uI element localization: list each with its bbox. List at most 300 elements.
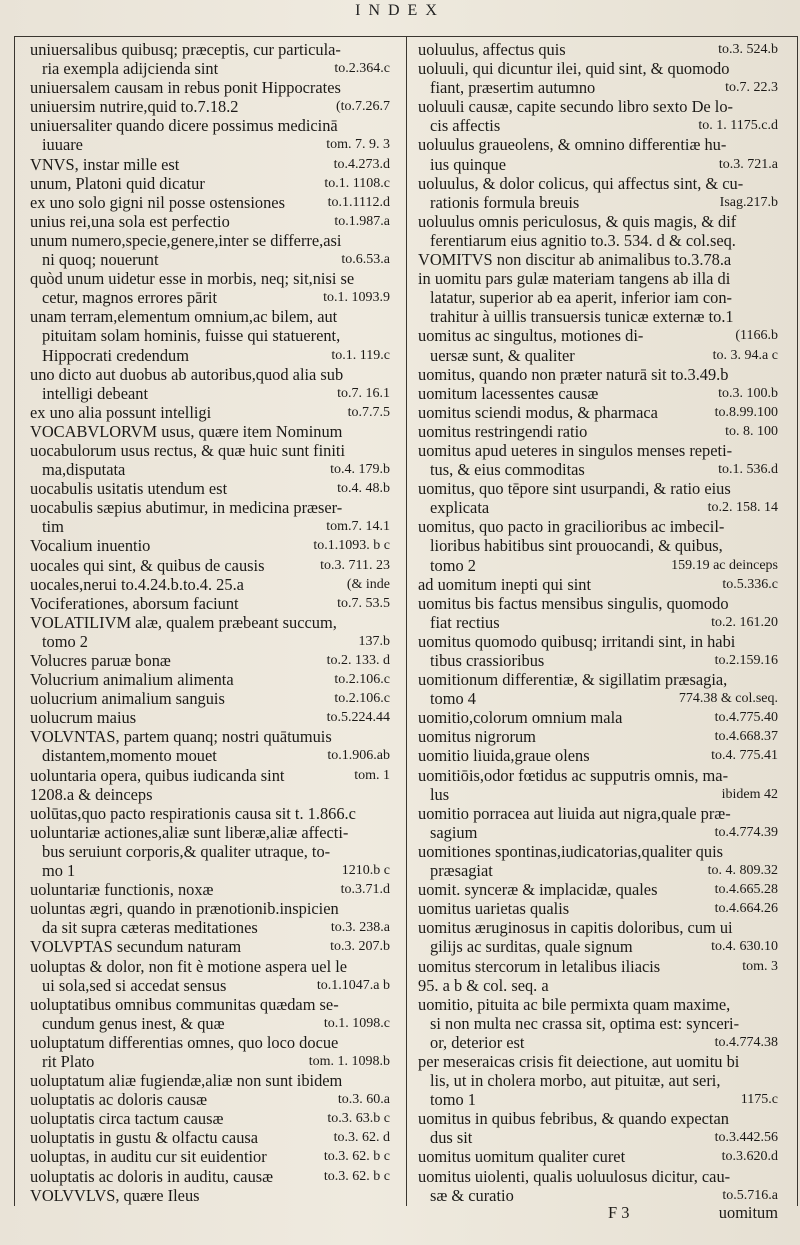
index-entry xyxy=(30,193,390,212)
index-entry-reference: to.7. 53.5 xyxy=(337,595,390,611)
index-entry-reference xyxy=(772,918,778,937)
index-entry-text: cetur, magnos errores pārit xyxy=(42,288,218,308)
index-entry-reference: to.4. 630.10 xyxy=(711,939,778,955)
index-entry xyxy=(30,384,390,403)
index-entry-reference xyxy=(384,995,390,1014)
index-entry xyxy=(30,155,390,174)
index-entry-text: Volucrium animalium alimenta xyxy=(30,670,234,690)
index-entry xyxy=(418,785,778,804)
index-entry xyxy=(418,288,778,307)
index-entry-reference xyxy=(384,40,390,59)
index-entry-reference: (& inde xyxy=(346,576,390,592)
index-entry xyxy=(418,861,778,880)
index-entry xyxy=(30,460,390,479)
index-entry xyxy=(418,250,778,269)
index-entry-text: uoluntaria opera, quibus iudicanda sint xyxy=(30,765,285,785)
index-entry-text: fiat rectius xyxy=(430,612,500,632)
index-entry-reference xyxy=(384,785,390,804)
index-entry-reference: Isag.217.b xyxy=(719,194,778,210)
index-entry xyxy=(30,174,390,193)
index-entry-reference xyxy=(384,422,390,441)
index-entry-reference: to.3. 238.a xyxy=(330,920,390,936)
index-entry xyxy=(418,155,778,174)
index-entry-reference: to.2. 161.20 xyxy=(711,614,778,630)
index-entry-text: uomitionum differentiæ, & sigillatim præsagia, xyxy=(418,670,728,690)
index-entry-text: tomo 2 xyxy=(42,631,88,651)
index-entry-text: uoluntariæ functionis, noxæ xyxy=(30,880,214,900)
index-entry-reference: to.1. 1093.9 xyxy=(323,290,390,306)
index-entry-reference xyxy=(772,670,778,689)
index-entry-text: uoluptatis ac doloris in auditu, causæ xyxy=(30,1166,274,1186)
index-entry-text: uolucrium animalium sanguis xyxy=(30,689,225,709)
index-entry xyxy=(418,1109,778,1128)
index-entry-text: uniuersim nutrire,quid to.7.18.2 xyxy=(30,97,239,117)
index-entry xyxy=(418,823,778,842)
index-entry-text: bus seruiunt corporis,& qualiter utraque, to- xyxy=(42,841,331,861)
index-entry-reference: to.7. 22.3 xyxy=(725,80,778,96)
index-entry-reference: to.1. 1098.c xyxy=(323,1015,390,1031)
index-entry-text: uomitus stercorum in letalibus iliacis xyxy=(418,956,661,976)
index-entry-text: cis affectis xyxy=(430,116,501,136)
left-column xyxy=(30,40,390,1205)
index-entry xyxy=(418,498,778,517)
index-entry-text: uoluntariæ actiones,aliæ sunt liberæ,aliæ affecti- xyxy=(30,822,349,842)
index-entry-reference xyxy=(384,1186,390,1205)
index-entry-text: fiant, præsertim autumno xyxy=(430,78,596,98)
index-entry xyxy=(30,918,390,937)
index-entry-text: uomitus ac singultus, motiones di- xyxy=(418,326,644,346)
index-entry-reference: to.3. 524.b xyxy=(718,42,778,57)
index-entry xyxy=(30,1167,390,1186)
index-entry-text: Volucres paruæ bonæ xyxy=(30,651,171,670)
index-entry xyxy=(418,1167,778,1186)
index-entry-reference xyxy=(772,135,778,154)
index-entry xyxy=(418,403,778,422)
index-entry-reference xyxy=(772,1014,778,1033)
index-entry xyxy=(418,613,778,632)
index-entry xyxy=(30,231,390,250)
index-entry xyxy=(30,613,390,632)
index-entry xyxy=(30,1128,390,1147)
index-entry xyxy=(30,97,390,116)
index-entry-reference: tom. 1. 1098.b xyxy=(308,1053,390,1069)
index-entry-text: Vociferationes, aborsum faciunt xyxy=(30,593,239,613)
index-entry-text: sæ & curatio xyxy=(430,1185,514,1205)
index-entry xyxy=(418,460,778,479)
index-entry-reference xyxy=(772,365,778,384)
index-entry-text: uomitus uarietas qualis xyxy=(418,899,570,919)
index-entry-reference xyxy=(384,842,390,861)
index-entry-text: uomitus, quando non præter naturā sit to.3.49.b xyxy=(418,364,729,384)
index-entry xyxy=(30,766,390,785)
index-entry xyxy=(30,746,390,765)
index-entry-text: 95. a b & col. seq. a xyxy=(418,975,549,995)
index-entry-reference xyxy=(772,1071,778,1090)
index-entry xyxy=(418,135,778,154)
index-entry xyxy=(30,957,390,976)
index-entry-reference: to.3.442.56 xyxy=(714,1130,778,1146)
index-entry-reference: to.3. 63.b c xyxy=(327,1111,390,1127)
index-entry xyxy=(418,727,778,746)
index-entry-text: quòd unum uidetur esse in morbis, neq; sit,nisi se xyxy=(30,269,355,289)
index-entry-reference: to.3. 62. d xyxy=(333,1130,390,1146)
index-entry-reference: to.3. 100.b xyxy=(718,385,778,401)
index-entry-reference xyxy=(384,78,390,97)
index-entry-text: ferentiarum eius agnitio to.3. 534. d & col.seq. xyxy=(430,230,736,250)
index-entry-reference xyxy=(772,288,778,307)
index-entry-text: si non multa nec crassa sit, optima est: synceri- xyxy=(430,1013,740,1033)
index-entry-reference xyxy=(772,307,778,326)
index-entry-reference xyxy=(384,804,390,823)
index-entry-reference xyxy=(772,231,778,250)
index-entry xyxy=(30,441,390,460)
index-entry-text: uocales qui sint, & quibus de causis xyxy=(30,555,265,575)
index-entry-reference: 1175.c xyxy=(740,1092,778,1108)
index-entry xyxy=(418,40,778,59)
index-entry xyxy=(418,384,778,403)
index-entry-reference xyxy=(384,441,390,460)
index-entry-reference xyxy=(384,365,390,384)
page-header: INDEX xyxy=(355,2,445,19)
index-entry-reference: to.2. 158. 14 xyxy=(707,500,778,516)
index-entry xyxy=(30,689,390,708)
index-entry-reference xyxy=(384,899,390,918)
index-entry-reference xyxy=(384,231,390,250)
index-entry-text: ex uno solo gigni nil posse ostensiones xyxy=(30,192,285,212)
index-entry-reference xyxy=(772,59,778,78)
index-entry xyxy=(30,1052,390,1071)
index-entry-text: ad uomitum inepti qui sint xyxy=(418,574,592,594)
index-entry-text: VNVS, instar mille est xyxy=(30,154,180,174)
index-entry xyxy=(30,861,390,880)
index-entry xyxy=(418,193,778,212)
index-entry-text: uomitum lacessentes causæ xyxy=(418,383,599,403)
index-entry xyxy=(30,995,390,1014)
index-entry-text: tomo 1 xyxy=(430,1090,476,1110)
index-entry-reference: to.3.620.d xyxy=(721,1149,778,1165)
index-entry xyxy=(418,1090,778,1109)
index-entry xyxy=(30,937,390,956)
index-entry-text: uoluptatum aliæ fugiendæ,aliæ non sunt ibidem xyxy=(30,1071,343,1091)
index-entry-text: Vocalium inuentio xyxy=(30,536,151,556)
index-entry-reference: 159.19 ac deinceps xyxy=(671,557,778,573)
index-entry-reference: to.4. 775.41 xyxy=(711,748,778,764)
index-entry-text: uocabulorum usus rectus, & quæ huic sunt finiti xyxy=(30,440,346,460)
index-entry-text: uoluulus, & dolor colicus, qui affectus sint, & cu- xyxy=(418,173,744,193)
index-entry-reference xyxy=(384,116,390,135)
signature-mark: F 3 xyxy=(608,1203,630,1222)
index-entry xyxy=(418,670,778,689)
index-entry-text: tibus crassioribus xyxy=(430,651,545,670)
index-entry-reference xyxy=(384,727,390,746)
index-entry-reference: tom. 1 xyxy=(354,767,390,783)
index-entry xyxy=(418,346,778,365)
index-entry-text: trahitur à uillis transuersis tunicæ externæ to.1 xyxy=(430,307,734,327)
index-entry-text: ex uno alia possunt intelligi xyxy=(30,402,212,422)
column-divider xyxy=(406,36,407,1206)
index-entry-reference: to.2. 133. d xyxy=(326,653,390,668)
index-entry-reference xyxy=(772,441,778,460)
index-entry-text: uoluptatibus omnibus communitas quædam se- xyxy=(30,994,339,1014)
index-entry-reference: to.1. 536.d xyxy=(718,462,778,478)
index-entry-reference: to.1.1047.a b xyxy=(316,977,390,993)
index-entry-reference xyxy=(384,326,390,345)
index-entry-text: uomitus bis factus mensibus singulis, quomodo xyxy=(418,593,729,613)
index-entry xyxy=(418,365,778,384)
index-entry-reference: to.2.159.16 xyxy=(714,653,778,668)
index-entry-reference: to. 3. 94.a c xyxy=(712,347,778,363)
index-entry-reference: ibidem 42 xyxy=(721,786,778,802)
index-entry-text: iuuare xyxy=(42,135,83,155)
index-entry-text: VOLATILIVM alæ, qualem præbeant succum, xyxy=(30,612,337,632)
index-entry-reference: to.1.1093. b c xyxy=(313,538,390,554)
index-entry xyxy=(30,422,390,441)
index-entry xyxy=(418,708,778,727)
index-entry-text: mo 1 xyxy=(42,861,76,881)
index-entry-text: uomitus uomitum qualiter curet xyxy=(418,1147,626,1167)
index-entry-text: uolucrum maius xyxy=(30,708,137,728)
index-entry xyxy=(418,918,778,937)
index-entry-reference: to.6.53.a xyxy=(341,252,390,268)
index-entry-reference: to.4. 179.b xyxy=(330,462,390,478)
index-entry xyxy=(418,78,778,97)
index-entry-reference: to.4.774.39 xyxy=(714,824,778,840)
index-entry-text: unum numero,specie,genere,inter se differre,asi xyxy=(30,230,342,250)
index-entry-reference: to.4. 48.b xyxy=(337,481,390,497)
index-entry-reference xyxy=(384,823,390,842)
index-entry-text: ius quinque xyxy=(430,154,507,174)
index-entry xyxy=(30,785,390,804)
left-margin-rule xyxy=(14,36,15,1206)
index-entry-text: tus, & eius commoditas xyxy=(430,460,585,480)
index-entry-text: uomit. synceræ & implacidæ, quales xyxy=(418,880,658,900)
index-entry-text: lis, ut in cholera morbo, aut pituitæ, aut seri, xyxy=(430,1071,721,1091)
index-entry xyxy=(30,135,390,154)
index-entry xyxy=(30,78,390,97)
index-entry xyxy=(418,1033,778,1052)
index-entry xyxy=(30,40,390,59)
index-entry-reference xyxy=(772,842,778,861)
index-entry-text: cundum genus inest, & quæ xyxy=(42,1013,225,1033)
index-entry xyxy=(418,804,778,823)
index-entry-text: rationis formula breuis xyxy=(430,192,580,212)
index-entry-text: uomitiones spontinas,iudicatorias,qualiter quis xyxy=(418,841,724,861)
index-entry xyxy=(30,365,390,384)
index-entry xyxy=(418,1071,778,1090)
index-entry-text: uomitiōis,odor fœtidus ac supputris omnis, ma- xyxy=(418,765,729,785)
index-entry-reference xyxy=(772,1167,778,1186)
index-entry xyxy=(418,1052,778,1071)
index-entry-reference: to.5.224.44 xyxy=(326,710,390,726)
index-entry xyxy=(418,326,778,345)
page-footer xyxy=(418,1203,778,1223)
right-column xyxy=(418,40,778,1205)
index-entry-reference: to.5.716.a xyxy=(722,1187,778,1203)
index-entry-reference: tom. 3 xyxy=(742,958,778,974)
index-entry-text: uomitus in quibus febribus, & quando expectan xyxy=(418,1109,729,1129)
index-entry-reference xyxy=(772,269,778,288)
index-entry-reference: to.2.106.c xyxy=(334,691,390,707)
index-entry xyxy=(418,556,778,575)
index-entry-text: uomitus, quo pacto in gracilioribus ac imbecil- xyxy=(418,517,725,537)
index-entry-reference: to. 1. 1175.c.d xyxy=(698,118,778,134)
index-entry xyxy=(30,288,390,307)
index-entry xyxy=(30,307,390,326)
index-entry-reference: to. 8. 100 xyxy=(725,423,778,439)
index-entry xyxy=(418,422,778,441)
index-entry-text: distantem,momento mouet xyxy=(42,746,217,766)
index-entry-text: uomitus nigrorum xyxy=(418,727,536,747)
index-entry xyxy=(30,1109,390,1128)
index-entry-text: uocabulis usitatis utendum est xyxy=(30,479,228,499)
index-entry-reference xyxy=(772,804,778,823)
index-entry xyxy=(30,976,390,995)
index-entry-reference: to.7.7.5 xyxy=(347,404,390,420)
index-entry-text: uoluptatis ac doloris causæ xyxy=(30,1090,208,1110)
index-entry xyxy=(30,708,390,727)
index-entry xyxy=(418,1147,778,1166)
index-entry xyxy=(30,899,390,918)
index-entry-text: unius rei,una sola est perfectio xyxy=(30,211,230,231)
index-entry-reference xyxy=(772,250,778,269)
index-entry-reference: to.1.906.ab xyxy=(327,748,390,764)
index-entry-reference: to.4.774.38 xyxy=(714,1034,778,1050)
index-entry-text: intelligi debeant xyxy=(42,383,149,403)
index-entry-reference: to.3. 62. b c xyxy=(323,1168,390,1184)
index-entry xyxy=(418,632,778,651)
index-entry-text: uomitus quomodo quibusq; irritandi sint, in habi xyxy=(418,631,736,651)
index-entry-text: tomo 4 xyxy=(430,689,476,709)
index-entry-text: gilijs ac surditas, quale signum xyxy=(430,937,633,957)
index-entry-reference xyxy=(772,479,778,498)
index-entry-text: uomitio, pituita ac bile permixta quam maxime, xyxy=(418,994,731,1014)
index-entry-text: uoluptas, in auditu cur sit euidentior xyxy=(30,1147,267,1167)
index-entry-text: da sit supra cæteras meditationes xyxy=(42,918,258,938)
index-entry-text: uoluptatum differentias omnes, quo loco docue xyxy=(30,1032,339,1052)
index-entry xyxy=(30,403,390,422)
index-entry-text: VOLVNTAS, partem quanq; nostri quātumuis xyxy=(30,727,332,747)
index-entry-text: sagium xyxy=(430,822,478,842)
index-entry xyxy=(30,116,390,135)
index-entry-reference xyxy=(772,97,778,116)
index-entry-text: uomitus uiolenti, qualis uoluulosus dicitur, cau- xyxy=(418,1166,731,1186)
index-entry-text: uoluptatis circa tactum causæ xyxy=(30,1109,224,1129)
index-entry xyxy=(30,823,390,842)
index-entry xyxy=(418,269,778,288)
index-entry xyxy=(30,1147,390,1166)
index-entry xyxy=(30,250,390,269)
index-entry-text: uomitus apud ueteres in singulos menses repeti- xyxy=(418,440,733,460)
index-entry-reference: to.4.664.26 xyxy=(714,901,778,917)
index-entry-text: lioribus habitibus sint prouocandi, & quibus, xyxy=(430,536,723,556)
index-entry-text: uoluulus graueolens, & omnino differentiæ hu- xyxy=(418,135,727,155)
index-entry-text: unum, Platoni quid dicatur xyxy=(30,173,205,193)
index-entry xyxy=(30,632,390,651)
index-entry-reference xyxy=(384,1071,390,1090)
index-entry xyxy=(418,307,778,326)
index-entry xyxy=(30,1071,390,1090)
index-entry-text: uniuersalem causam in rebus ponit Hippocrates xyxy=(30,78,341,98)
index-entry xyxy=(418,957,778,976)
index-entry xyxy=(418,174,778,193)
index-entry-reference xyxy=(772,1109,778,1128)
index-entry xyxy=(30,880,390,899)
index-entry-reference: to.3. 207.b xyxy=(330,939,390,955)
index-entry-text: uomitio liuida,graue olens xyxy=(418,746,590,766)
index-entry-text: VOMITVS non discitur ab animalibus to.3.78.a xyxy=(418,250,732,270)
index-entry-text: uomitus restringendi ratio xyxy=(418,421,588,441)
index-entry xyxy=(30,498,390,517)
index-entry-text: uolūtas,quo pacto respirationis causa sit t. 1.866.c xyxy=(30,803,356,823)
index-entry-reference xyxy=(384,269,390,288)
index-entry xyxy=(418,97,778,116)
index-entry-text: uoluptatis in gustu & olfactu causa xyxy=(30,1128,259,1148)
index-entry-text: uomitus sciendi modus, & pharmaca xyxy=(418,402,658,422)
index-entry-text: uno dicto aut duobus ab autoribus,quod alia sub xyxy=(30,364,344,384)
index-entry xyxy=(418,995,778,1014)
index-entry-text: 1208.a & deinceps xyxy=(30,784,153,804)
index-entry-reference: to.2.364.c xyxy=(334,61,390,77)
index-entry xyxy=(418,536,778,555)
index-entry xyxy=(30,842,390,861)
index-entry-reference: to.3. 62. b c xyxy=(323,1149,390,1165)
index-entry xyxy=(418,689,778,708)
index-entry-reference: to.1. 1108.c xyxy=(324,175,390,191)
index-entry xyxy=(30,269,390,288)
index-entry-text: ria exempla adijcienda sint xyxy=(42,59,219,79)
index-entry xyxy=(30,727,390,746)
index-entry-reference xyxy=(772,174,778,193)
index-entry xyxy=(30,1033,390,1052)
index-entry xyxy=(30,536,390,555)
index-entry-text: lus xyxy=(430,784,450,804)
index-entry-reference xyxy=(772,536,778,555)
index-entry-text: uniuersalibus quibusq; præceptis, cur particula- xyxy=(30,40,341,59)
index-entry xyxy=(418,59,778,78)
index-entry-reference xyxy=(772,995,778,1014)
index-entry-text: ni quoq; nouerunt xyxy=(42,250,159,270)
index-entry xyxy=(30,575,390,594)
index-entry xyxy=(30,594,390,613)
index-entry-reference: tom.7. 14.1 xyxy=(326,519,390,535)
index-entry xyxy=(418,517,778,536)
index-entry-text: VOLVPTAS secundum naturam xyxy=(30,937,242,957)
index-entry-text: uomitio,colorum omnium mala xyxy=(418,708,623,728)
index-entry-reference xyxy=(772,976,778,995)
index-entry-text: explicata xyxy=(430,498,490,518)
index-entry-text: latatur, superior ab ea aperit, inferior iam con- xyxy=(430,288,732,308)
index-entry-text: tomo 2 xyxy=(430,555,476,575)
index-entry xyxy=(418,746,778,765)
index-entry-text: VOLVVLVS, quære Ileus xyxy=(30,1185,200,1205)
index-entry-reference xyxy=(772,594,778,613)
index-entry-reference xyxy=(772,1052,778,1071)
index-entry xyxy=(418,899,778,918)
index-entry-reference xyxy=(384,498,390,517)
index-entry xyxy=(30,804,390,823)
index-entry-text: uoluuli, qui dicuntur ilei, quid sint, & quomodo xyxy=(418,59,730,79)
index-entry-text: uomitio porracea aut liuida aut nigra,quale præ- xyxy=(418,803,731,823)
index-entry-text: uomitus æruginosus in capitis doloribus, cum ui xyxy=(418,918,733,938)
index-entry-reference: to.2.106.c xyxy=(334,672,390,688)
index-entry-reference xyxy=(772,766,778,785)
index-entry-text: unam terram,elementum omnium,ac bilem, aut xyxy=(30,307,338,327)
index-entry-reference xyxy=(384,613,390,632)
index-entry xyxy=(418,842,778,861)
index-entry-text: or, deterior est xyxy=(430,1032,525,1052)
index-entry-reference: to.4.273.d xyxy=(333,156,390,172)
index-entry xyxy=(418,1128,778,1147)
